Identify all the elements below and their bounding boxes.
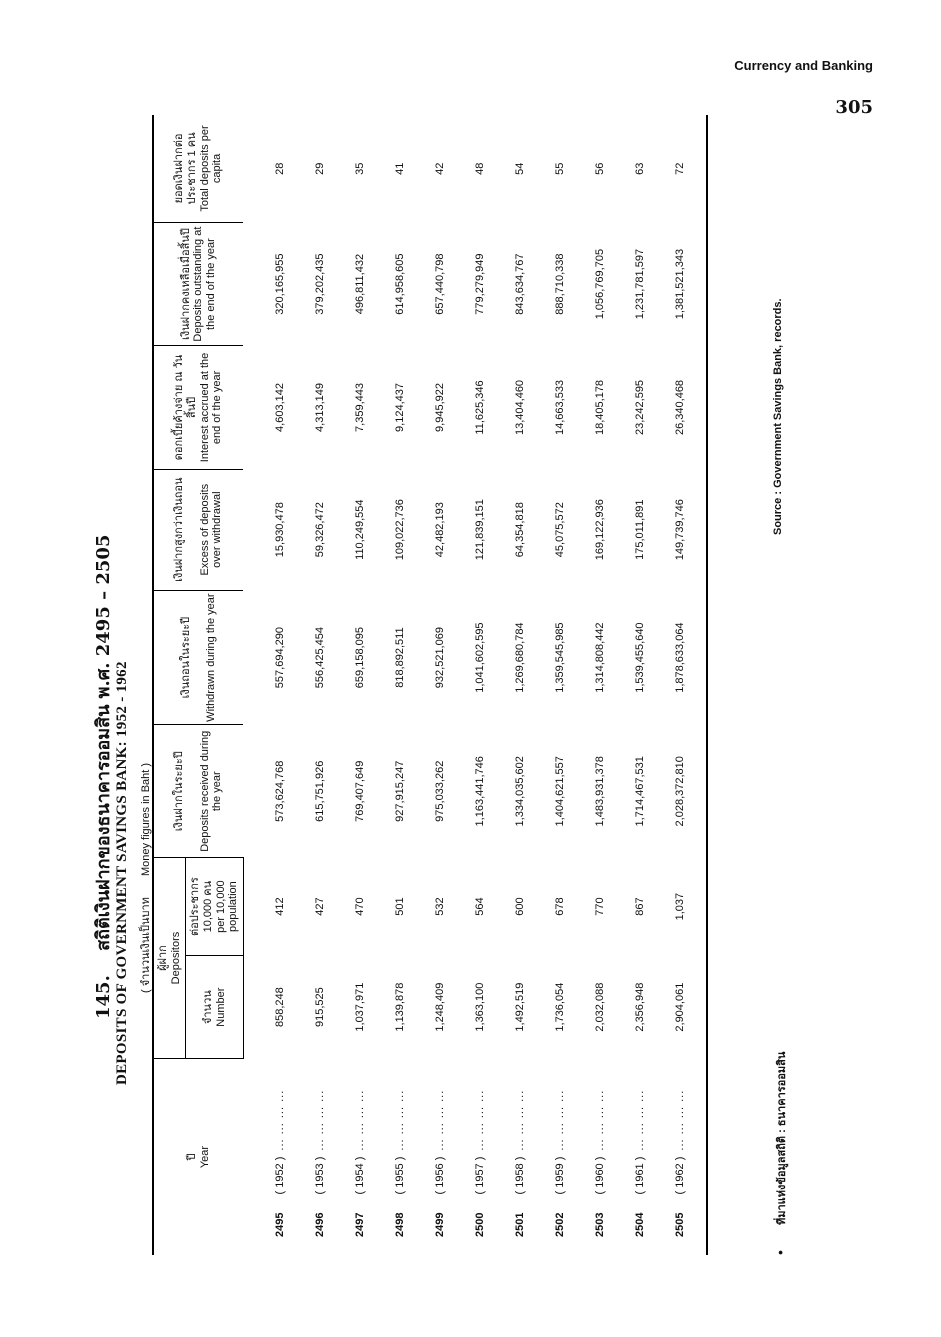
col-interest: ดอกเบี้ยค้างจ่าย ณ วันสิ้นปี Interest accrued at the end of the year: [153, 346, 243, 469]
cell-received: 975,033,262: [433, 760, 446, 822]
cell-excess: 169,122,936: [593, 499, 606, 561]
cell-received: 927,915,247: [393, 760, 406, 822]
cell-excess: 121,839,151: [473, 499, 486, 561]
table-row: [340, 115, 380, 1255]
cell-per-pop: 427: [313, 897, 326, 916]
year-ce: ( 1954 ): [353, 1156, 366, 1195]
page-number: 305: [835, 97, 873, 118]
table-row: [460, 115, 500, 1255]
table-row: [500, 115, 540, 1255]
leader-dots: ... ... ... ...: [673, 1089, 686, 1151]
cell-withdrawn: 1,314,808,442: [593, 622, 606, 693]
source-thai: ที่มาแห่งข้อมูลสถิติ : ธนาคารออมสิน: [776, 1051, 788, 1225]
cell-per-capita: 35: [353, 162, 366, 175]
cell-withdrawn: 932,521,069: [433, 627, 446, 689]
col-withdrawn: เงินถอนในระยะปี Withdrawn during the year: [153, 590, 243, 725]
leader-dots: ... ... ... ...: [353, 1089, 366, 1151]
cell-year: [660, 1059, 707, 1255]
cell-year: [420, 1059, 460, 1255]
cell-per-capita: 72: [660, 115, 707, 222]
leader-dots: ... ... ... ...: [393, 1089, 406, 1151]
cell-interest: 7,359,443: [353, 383, 366, 432]
leader-dots: ... ... ... ...: [593, 1089, 606, 1151]
cell-number: 1,363,100: [473, 982, 486, 1032]
year-be: 2501: [513, 1212, 526, 1237]
cell-per-capita: 42: [433, 162, 446, 175]
cell-interest: 4,603,142: [273, 383, 286, 432]
cell-outstanding: 779,279,949: [473, 253, 486, 315]
cell-per-pop: 470: [353, 897, 366, 916]
cell-year: [540, 1059, 580, 1255]
cell-per-pop: 770: [593, 897, 606, 916]
cell-per-pop: 678: [553, 897, 566, 916]
year-be: 2497: [353, 1212, 366, 1237]
cell-excess: 42,482,193: [433, 502, 446, 558]
cell-interest: 18,405,178: [593, 379, 606, 435]
table-row: [420, 115, 460, 1255]
cell-outstanding: 379,202,435: [313, 253, 326, 315]
cell-year: [500, 1059, 540, 1255]
cell-received: 769,407,649: [353, 760, 366, 822]
cell-received: 2,028,372,810: [660, 725, 707, 858]
cell-withdrawn: 1,359,545,985: [553, 622, 566, 693]
cell-per-capita: 55: [553, 162, 566, 175]
cell-excess: 175,011,891: [633, 499, 646, 560]
cell-received: 1,404,621,557: [553, 756, 566, 827]
cell-number: 858,248: [273, 987, 286, 1028]
table-row: [243, 115, 300, 1255]
table-row: [380, 115, 420, 1255]
table-row: [620, 115, 660, 1255]
cell-withdrawn: 1,878,633,064: [660, 590, 707, 725]
cell-per-capita: 56: [593, 162, 606, 175]
table-title: [88, 115, 117, 1255]
cell-year: [340, 1059, 380, 1255]
cell-year: [380, 1059, 420, 1255]
cell-interest: 26,340,468: [660, 346, 707, 469]
cell-year: [300, 1059, 340, 1255]
cell-excess: 149,739,746: [660, 469, 707, 590]
cell-withdrawn: 1,539,455,640: [633, 622, 646, 693]
leader-dots: ... ... ... ...: [513, 1089, 526, 1151]
cell-outstanding: 496,811,432: [353, 253, 366, 315]
cell-number: 2,904,061: [660, 956, 707, 1059]
cell-outstanding: 614,958,605: [393, 253, 406, 315]
cell-interest: 9,124,437: [393, 383, 406, 432]
cell-number: 1,139,878: [393, 982, 406, 1032]
cell-per-pop: 600: [513, 897, 526, 916]
leader-dots: ... ... ... ...: [433, 1089, 446, 1151]
cell-interest: 9,945,922: [433, 383, 446, 432]
money-note-english: Money figures in Baht ): [140, 762, 152, 877]
cell-per-pop: 564: [473, 897, 486, 916]
year-ce: ( 1962 ): [673, 1156, 686, 1195]
col-excess: เงินฝากสูงกว่าเงินถอน Excess of deposits over withdrawal: [153, 469, 243, 590]
year-be: 2496: [313, 1212, 326, 1237]
money-note-thai: ( จำนวนเงินเป็นบาท: [140, 897, 152, 993]
leader-dots: ... ... ... ...: [273, 1089, 286, 1151]
cell-received: 1,163,441,746: [473, 756, 486, 827]
cell-excess: 59,326,472: [313, 502, 326, 558]
cell-number: 1,492,519: [513, 982, 526, 1032]
cell-per-pop: 501: [393, 897, 406, 916]
year-be: 2495: [273, 1212, 286, 1237]
cell-year: [620, 1059, 660, 1255]
cell-number: 2,032,088: [593, 982, 606, 1032]
cell-received: 1,483,931,378: [593, 756, 606, 827]
cell-number: 1,037,971: [353, 982, 366, 1032]
cell-received: 1,714,467,531: [633, 756, 646, 827]
cell-interest: 14,663,533: [553, 379, 566, 435]
cell-received: 1,334,035,602: [513, 756, 526, 827]
cell-outstanding: 1,231,781,597: [633, 248, 646, 320]
cell-withdrawn: 659,158,095: [353, 627, 366, 689]
leader-dots: ... ... ... ...: [633, 1089, 646, 1151]
cell-number: 1,248,409: [433, 982, 446, 1032]
table-title-english: DEPOSITS OF GOVERNMENT SAVINGS BANK: 1952 - 1962: [114, 661, 130, 1085]
cell-outstanding: 1,381,521,343: [660, 222, 707, 345]
cell-excess: 64,354,818: [513, 502, 526, 558]
cell-outstanding: 320,165,955: [273, 253, 286, 315]
cell-withdrawn: 556,425,454: [313, 627, 326, 689]
cell-per-pop: 867: [633, 897, 646, 916]
cell-per-capita: 29: [313, 162, 326, 175]
cell-per-capita: 28: [273, 162, 286, 175]
year-be: 2499: [433, 1212, 446, 1237]
cell-per-capita: 41: [393, 162, 406, 175]
cell-withdrawn: 1,269,680,784: [513, 622, 526, 693]
col-per-capita: ยอดเงินฝากต่อประชากร 1 คน Total deposits per capita: [153, 115, 243, 222]
year-ce: ( 1960 ): [593, 1156, 606, 1195]
col-number: จำนวน Number: [186, 956, 244, 1059]
cell-interest: 13,404,460: [513, 379, 526, 435]
cell-received: 615,751,926: [313, 760, 326, 822]
year-ce: ( 1956 ): [433, 1156, 446, 1195]
bullet-mark: •: [772, 1250, 788, 1255]
year-ce: ( 1952 ): [273, 1156, 286, 1195]
leader-dots: ... ... ... ...: [473, 1089, 486, 1151]
year-be: 2505: [673, 1212, 686, 1237]
cell-excess: 109,022,736: [393, 499, 406, 561]
cell-received: 573,624,768: [273, 760, 286, 822]
cell-number: 1,736,054: [553, 982, 566, 1032]
leader-dots: ... ... ... ...: [553, 1089, 566, 1151]
table-row: [660, 115, 707, 1255]
col-outstanding: เงินฝากคงเหลือเมื่อสิ้นปี Deposits outstanding at the end of the year: [153, 222, 243, 345]
year-ce: ( 1959 ): [553, 1156, 566, 1195]
cell-per-pop: 412: [273, 897, 286, 916]
cell-excess: 15,930,478: [273, 502, 286, 558]
table-row: [540, 115, 580, 1255]
cell-per-pop: 532: [433, 897, 446, 916]
cell-outstanding: 843,634,767: [513, 253, 526, 315]
source-english: Source : Government Savings Bank, records.: [772, 298, 784, 535]
cell-outstanding: 1,056,769,705: [593, 248, 606, 320]
cell-withdrawn: 818,892,511: [393, 627, 406, 688]
year-ce: ( 1961 ): [633, 1156, 646, 1195]
cell-interest: 4,313,149: [313, 383, 326, 432]
cell-withdrawn: 1,041,602,595: [473, 622, 486, 693]
cell-per-pop: 1,037: [660, 858, 707, 956]
cell-excess: 110,249,554: [353, 499, 366, 560]
cell-year: [243, 1059, 300, 1255]
cell-excess: 45,075,572: [553, 502, 566, 558]
leader-dots: ... ... ... ...: [313, 1089, 326, 1151]
table-title-thai: สถิติเงินฝากของธนาคารออมสิน พ.ศ. 2495 – 2505: [93, 534, 114, 951]
section-header: Currency and Banking: [734, 58, 873, 73]
table-number: 145.: [93, 975, 114, 1019]
col-per-population: ต่อประชากร 10,000 คน per 10,000 population: [186, 858, 244, 956]
cell-per-capita: 63: [633, 162, 646, 175]
year-be: 2502: [553, 1212, 566, 1237]
year-be: 2504: [633, 1212, 646, 1237]
cell-interest: 23,242,595: [633, 379, 646, 435]
cell-per-capita: 48: [473, 162, 486, 175]
table-row: [300, 115, 340, 1255]
year-ce: ( 1953 ): [313, 1156, 326, 1195]
deposits-table: [152, 115, 708, 1255]
cell-outstanding: 657,440,798: [433, 253, 446, 315]
year-ce: ( 1955 ): [393, 1156, 406, 1195]
year-ce: ( 1958 ): [513, 1156, 526, 1195]
col-received: เงินฝากในระยะปี Deposits received during the year: [153, 725, 243, 858]
col-year: ปี Year: [153, 1059, 243, 1255]
cell-outstanding: 888,710,338: [553, 253, 566, 315]
cell-interest: 11,625,346: [473, 380, 486, 435]
cell-number: 2,356,948: [633, 982, 646, 1032]
rotated-table-block: [88, 115, 808, 1255]
year-ce: ( 1957 ): [473, 1156, 486, 1195]
cell-number: 915,525: [313, 987, 326, 1028]
cell-year: [460, 1059, 500, 1255]
table-body: [243, 115, 707, 1255]
col-depositors: ผู้ฝาก Depositors: [153, 858, 186, 1059]
cell-withdrawn: 557,694,290: [273, 627, 286, 689]
year-be: 2500: [473, 1212, 486, 1237]
year-be: 2503: [593, 1212, 606, 1237]
cell-per-capita: 54: [513, 162, 526, 175]
cell-year: [580, 1059, 620, 1255]
year-be: 2498: [393, 1212, 406, 1237]
table-row: [580, 115, 620, 1255]
